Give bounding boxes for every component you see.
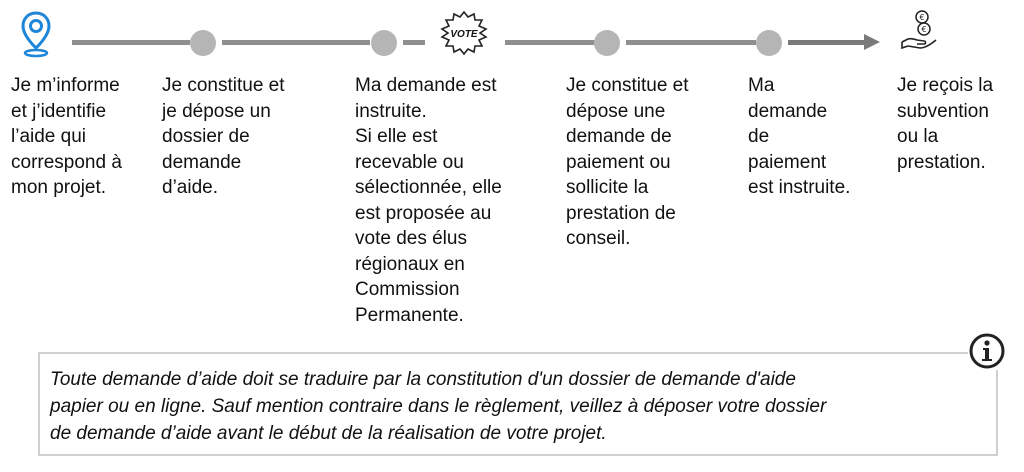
text-line: sélectionnée, elle (355, 177, 502, 198)
text-line: Ma demande est (355, 75, 497, 96)
text-line: Ma (748, 75, 775, 96)
step-4-text (566, 73, 689, 252)
text-line: je dépose un (162, 100, 271, 122)
timeline-arrowhead (864, 34, 880, 50)
timeline-dot-4 (756, 30, 782, 56)
text-line: prestation. (897, 151, 986, 173)
timeline-dot-2 (371, 30, 397, 56)
text-line: Si elle est (355, 126, 438, 147)
text-line: Permanente. (355, 304, 464, 326)
step-2-text (162, 73, 285, 201)
text-line: Toute demande d’aide doit se traduire par la constitution d'un dossier de demande d'aide (50, 369, 796, 390)
text-line: Je constitue et (566, 75, 689, 96)
hand-coins-icon (900, 8, 940, 52)
info-note-text (50, 366, 826, 447)
text-line: conseil. (566, 228, 631, 249)
info-note-box (38, 352, 998, 456)
timeline-dot-3 (594, 30, 620, 56)
text-line: dépose une (566, 100, 666, 122)
step-6-text (897, 73, 993, 175)
text-line: correspond à (11, 151, 122, 173)
text-line: et j’identifie (11, 100, 107, 122)
text-line: Je m’informe (11, 75, 120, 96)
text-line: de demande d’aide avant le début de la réalisation de votre projet. (50, 423, 607, 444)
timeline-segment-1 (72, 40, 190, 45)
text-line: prestation de (566, 202, 676, 224)
text-line: papier ou en ligne. Sauf mention contraire dans le règlement, veillez à déposer votre dossier (50, 396, 827, 417)
text-line: instruite. (355, 100, 427, 122)
step-3-text (355, 73, 502, 328)
text-line: sollicite la (566, 177, 649, 198)
text-line: demande (162, 151, 242, 173)
text-line: demande de (566, 126, 672, 147)
timeline-segment-5 (626, 40, 756, 45)
text-line: paiement ou (566, 151, 671, 173)
svg-text:€: € (921, 25, 927, 34)
text-line: recevable ou (355, 151, 464, 173)
text-line: mon projet. (11, 177, 107, 198)
info-icon (968, 332, 1006, 370)
timeline-segment-3 (403, 40, 425, 45)
timeline-segment-4 (505, 40, 595, 45)
text-line: est instruite. (748, 177, 851, 198)
text-line: ou la (897, 126, 939, 147)
timeline-segment-2 (222, 40, 370, 45)
svg-text:€: € (919, 13, 925, 22)
map-pin-icon (20, 10, 52, 58)
text-line: paiement (748, 151, 827, 173)
timeline-dot-1 (190, 30, 216, 56)
text-line: Je reçois la (897, 75, 994, 96)
text-line: dossier de (162, 126, 250, 147)
text-line: d’aide. (162, 177, 218, 198)
text-line: demande (748, 100, 828, 122)
text-line: Commission (355, 279, 460, 300)
text-line: est proposée au (355, 202, 492, 224)
text-line: Je constitue et (162, 75, 285, 96)
text-line: de (748, 126, 770, 147)
timeline-segment-6 (788, 40, 866, 45)
vote-badge-icon (437, 10, 491, 56)
text-line: l’aide qui (11, 126, 86, 147)
process-timeline (0, 0, 1024, 80)
vote-badge-text: VOTE (450, 29, 478, 40)
step-5-text (748, 73, 850, 201)
text-line: subvention (897, 100, 989, 122)
text-line: régionaux en (355, 253, 465, 275)
step-1-text (11, 73, 122, 201)
text-line: vote des élus (355, 228, 467, 249)
